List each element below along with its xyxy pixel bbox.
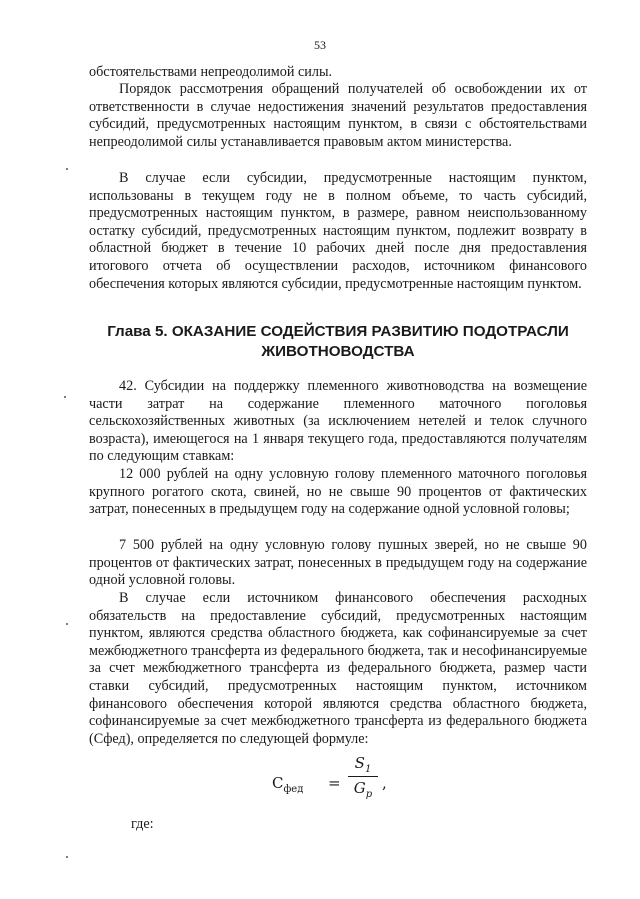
paragraph-rate-cattle: 12 000 рублей на одну условную голову племенного маточного поголовья крупного рогатого скота, свиней, но не свыше 90 процентов от фактических затрат, понесенных в предыдущем году на содержание одной условной головы; xyxy=(89,466,587,518)
scan-speck xyxy=(66,623,68,625)
formula-numerator: $S_1$ xyxy=(354,754,372,775)
subsidy-formula xyxy=(272,752,402,812)
paragraph-financing-source: В случае если источником финансового обеспечения расходных обязательств на предоставление субсидий, предусмотренных настоящим пунктом, являются средства областного бюджета, как софинансируемые за счет межбюджетного трансферта из федерального бюджета, так и несофинансируемые за счет межбюджетного трансферта из федерального бюджета, размер части ставки субсидий, предусмотренных настоящим пунктом, источником финансового обеспечения которой являются средства областного бюджета, софинансируемые за счет межбюджетного трансферта из федерального бюджета (Сфед), определяется по следующей формуле: xyxy=(89,590,587,747)
formula-denominator: $G_p$ xyxy=(353,779,373,800)
paragraph-item-42: 42. Субсидии на поддержку племенного животноводства на возмещение части затрат на содержание племенного маточного поголовья сельскохозяйственных животных (за исключением нетелей и телок случного возраста), имеющегося на 1 января текущего года, предоставляются получателям по следующим ставкам: xyxy=(89,378,587,465)
scan-speck xyxy=(66,856,68,858)
paragraph-rate-fur-animals: 7 500 рублей на одну условную голову пушных зверей, но не свыше 90 процентов от фактических затрат, понесенных в предыдущем году на содержание одной условной головы. xyxy=(89,537,587,589)
page-number: 53 xyxy=(314,38,326,52)
formula-comma: , xyxy=(382,774,387,792)
formula-fraction xyxy=(348,754,378,799)
chapter-heading: Глава 5. ОКАЗАНИЕ СОДЕЙСТВИЯ РАЗВИТИЮ ПОДОТРАСЛИ ЖИВОТНОВОДСТВА xyxy=(107,323,569,360)
formula-equals: = xyxy=(328,774,341,792)
scan-speck xyxy=(64,396,66,398)
paragraph-appeal-procedure: Порядок рассмотрения обращений получателей об освобождении их от ответственности в случае недостижения значений результатов предоставления субсидий, предусмотренных настоящим пунктом, в связи с обстоятельствами непреодолимой силы устанавливается правовым актом министерства. xyxy=(89,81,587,150)
formula-lhs: $С_{фед}$ xyxy=(272,774,304,795)
paragraph-continuation: обстоятельствами непреодолимой силы. xyxy=(89,64,333,80)
scan-speck xyxy=(66,168,68,170)
where-label: где: xyxy=(131,816,154,832)
paragraph-unused-subsidy: В случае если субсидии, предусмотренные настоящим пунктом, использованы в текущем году не в полном объеме, то часть субсидий, предусмотренных настоящим пунктом, в размере, равном неиспользованному остатку субсидий, предусмотренных настоящим пунктом, подлежит возврату в областной бюджет в течение 10 рабочих дней после дня предоставления итогового отчета об осуществлении расходов, источником финансового обеспечения которых являются субсидии, предусмотренные настоящим пунктом. xyxy=(89,170,587,292)
fraction-bar xyxy=(348,776,378,777)
